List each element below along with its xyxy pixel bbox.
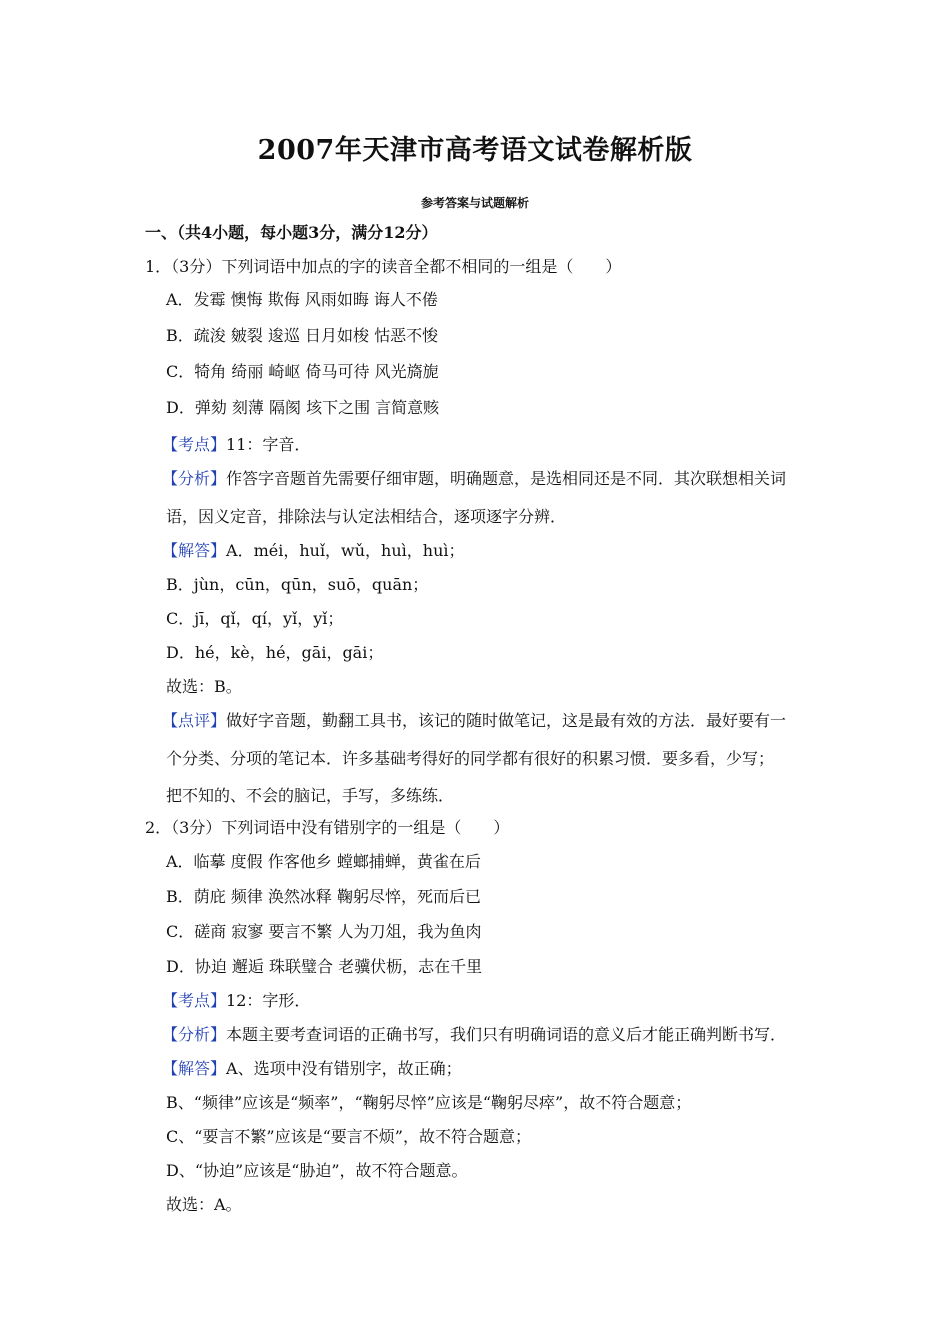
q1-jieda [162, 541, 465, 561]
q2-option-a: A．临摹 度假 作客他乡 螳螂捕蝉，黄雀在后 [166, 852, 481, 871]
document-title: 2007年天津市高考语文试卷解析版 [257, 135, 693, 166]
q1-jieda-c: C．jī，qǐ，qí，yǐ，yǐ； [166, 609, 344, 628]
q1-fenxi-text-1: 作答字音题首先需要仔细审题，明确题意，是选相同还是不同．其次联想相关词 [226, 469, 787, 488]
q1-option-b: B．疏浚 皴裂 逡巡 日月如梭 怙恶不悛 [166, 326, 439, 345]
q2-fenxi [162, 1025, 786, 1045]
q1-kaodian [162, 435, 310, 455]
q1-stem: 1．（3分）下列词语中加点的字的读音全都不相同的一组是（ ） [145, 257, 622, 276]
q1-option-c: C．犄角 绮丽 崎岖 倚马可待 风光旖旎 [166, 362, 439, 381]
kaodian-tag: 【考点】 [162, 435, 227, 454]
q1-dianping-text-1: 做好字音题，勤翻工具书，该记的随时做笔记，这是最有效的方法．最好要有一 [226, 711, 787, 730]
q1-jieda-d: D．hé，kè，hé，gāi，gāi； [166, 643, 384, 662]
q2-option-b: B．荫庇 频律 涣然冰释 鞠躬尽悴，死而后已 [166, 887, 482, 906]
q1-dianping-text-2: 个分类、分项的笔记本．许多基础考得好的同学都有很好的积累习惯．要多看，少写； [166, 749, 775, 768]
q2-option-c: C．磋商 寂寥 要言不繁 人为刀俎，我为鱼肉 [166, 922, 482, 941]
q2-kaodian [162, 991, 310, 1011]
q1-fenxi [162, 469, 786, 489]
q2-stem: 2．（3分）下列词语中没有错别字的一组是（ ） [145, 818, 510, 837]
q1-dianping [162, 711, 786, 731]
q2-jieda-a: A、选项中没有错别字，故正确； [226, 1059, 462, 1078]
q1-fenxi-text-2: 语，因义定音，排除法与认定法相结合，逐项逐字分辨． [166, 507, 567, 526]
q1-kaodian-text: 11：字音． [226, 435, 311, 454]
q1-option-d: D．弹劾 刻薄 隔阂 垓下之围 言简意赅 [166, 398, 440, 417]
kaodian-tag: 【考点】 [162, 991, 227, 1010]
q1-jieda-b: B．jùn，cūn，qūn，suō，quān； [166, 575, 429, 594]
q2-jieda [162, 1059, 462, 1079]
jieda-tag: 【解答】 [162, 541, 227, 560]
q1-jieda-a: A．méi，huǐ，wǔ，huì，huì； [226, 541, 465, 560]
q2-answer: 故选：A。 [166, 1195, 242, 1214]
fenxi-tag: 【分析】 [162, 469, 227, 488]
jieda-tag: 【解答】 [162, 1059, 227, 1078]
dianping-tag: 【点评】 [162, 711, 227, 730]
q2-jieda-c: C、“要言不繁”应该是“要言不烦”，故不符合题意； [166, 1127, 531, 1146]
fenxi-tag: 【分析】 [162, 1025, 227, 1044]
q1-dianping-text-3: 把不知的、不会的脑记，手写，多练练． [166, 786, 455, 805]
q2-jieda-b: B、“频律”应该是“频率”，“鞠躬尽悴”应该是“鞠躬尽瘁”，故不符合题意； [166, 1093, 692, 1112]
q1-answer: 故选：B。 [166, 677, 242, 696]
q2-kaodian-text: 12：字形． [226, 991, 311, 1010]
q1-option-a: A．发霉 懊悔 欺侮 风雨如晦 诲人不倦 [166, 290, 438, 309]
document-subtitle: 参考答案与试题解析 [420, 196, 529, 210]
q2-jieda-d: D、“协迫”应该是“胁迫”，故不符合题意。 [166, 1161, 468, 1180]
q2-fenxi-text: 本题主要考查词语的正确书写，我们只有明确词语的意义后才能正确判断书写． [226, 1025, 787, 1044]
section-heading: 一、（共4小题，每小题3分，满分12分） [145, 223, 438, 242]
q2-option-d: D．协迫 邂逅 珠联璧合 老骥伏枥，志在千里 [166, 957, 483, 976]
